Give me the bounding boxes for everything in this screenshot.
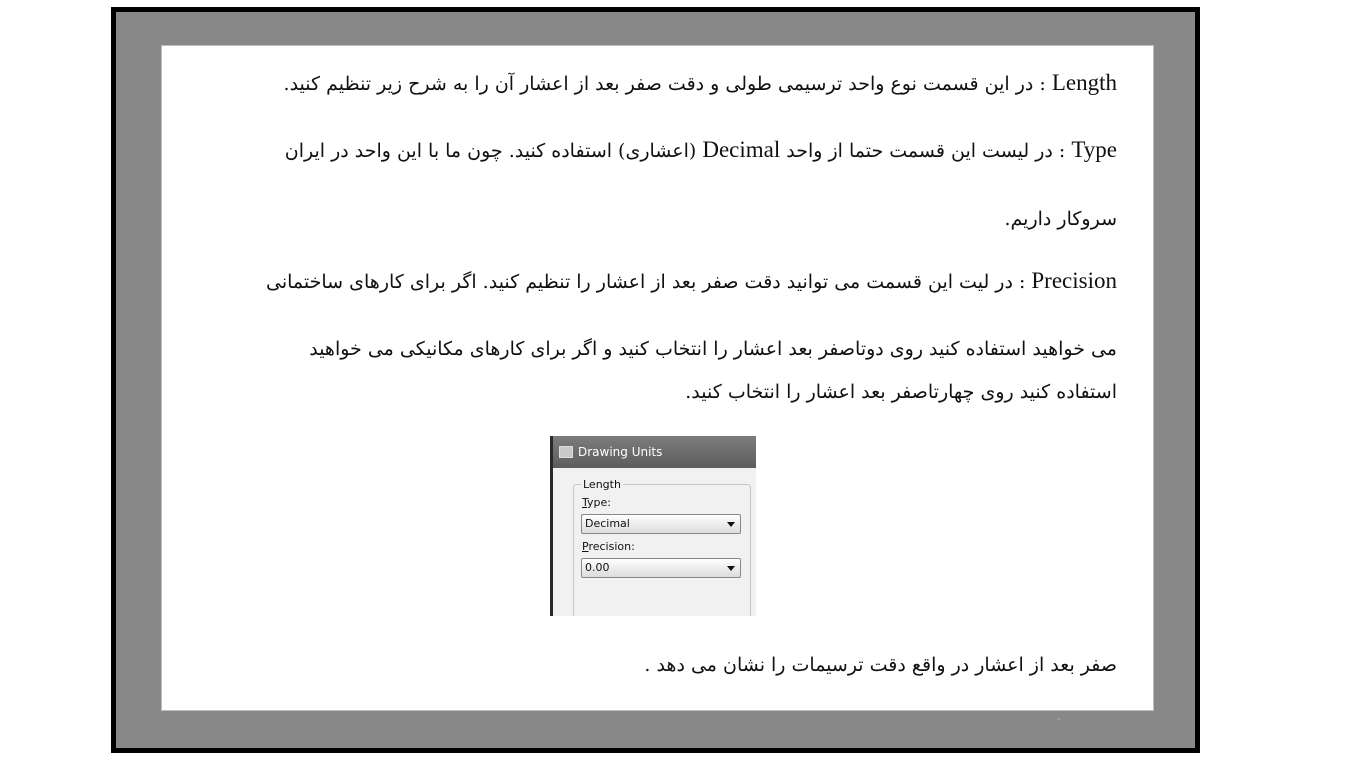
paragraph-precision-cont [309,336,1117,362]
drawing-units-dialog [550,436,756,616]
dialog-title: Drawing Units [578,445,663,459]
chevron-down-icon [727,566,735,571]
paragraph-text: صفر بعد از اعشار در واقع دقت ترسیمات را نشان می دهد . [644,654,1117,676]
type-label: Type: [582,496,611,509]
length-group-label: Length [583,478,621,491]
term-precision: Precision [1031,268,1117,293]
chevron-down-icon [727,522,735,527]
page-frame [111,7,1200,753]
paragraph-type-cont [1004,206,1117,232]
paragraph-type [285,137,1117,164]
paragraph-text: (اعشاری) استفاده کنید. چون ما با این واحد در ایران [284,140,703,162]
paragraph-text: استفاده کنید روی چهارتاصفر بعد اعشار را انتخاب کنید. [685,381,1117,403]
document-page [161,45,1154,711]
page-mark [1057,718,1061,720]
term-type: Type [1071,137,1117,162]
term-decimal: Decimal [702,137,781,162]
precision-label: Precision: [582,540,635,553]
paragraph-text: می خواهید استفاده کنید روی دوتاصفر بعد اعشار را انتخاب کنید و اگر برای کارهای مکانیکی می خواهید [309,338,1117,360]
type-select[interactable] [581,514,741,534]
paragraph-text: : در این قسمت نوع واحد ترسیمی طولی و دقت صفر بعد از اعشار آن را به شرح زیر تنظیم کنید. [283,73,1052,95]
precision-select[interactable] [581,558,741,578]
precision-select-value: 0.00 [585,561,610,574]
paragraph-length [284,70,1117,97]
paragraph-footer [644,652,1117,678]
app-icon [559,446,573,458]
dialog-title-bar [553,436,756,468]
paragraph-text: : در لیست این قسمت حتما از واحد [780,140,1072,162]
paragraph-text: : در لیت این قسمت می توانید دقت صفر بعد از اعشار را تنظیم کنید. اگر برای کارهای ساختمانی [266,271,1032,293]
type-select-value: Decimal [585,517,630,530]
paragraph-precision [266,268,1117,295]
paragraph-text: سروکار داریم. [1004,208,1117,230]
term-length: Length [1051,70,1117,95]
paragraph-precision-cont2 [685,379,1117,405]
